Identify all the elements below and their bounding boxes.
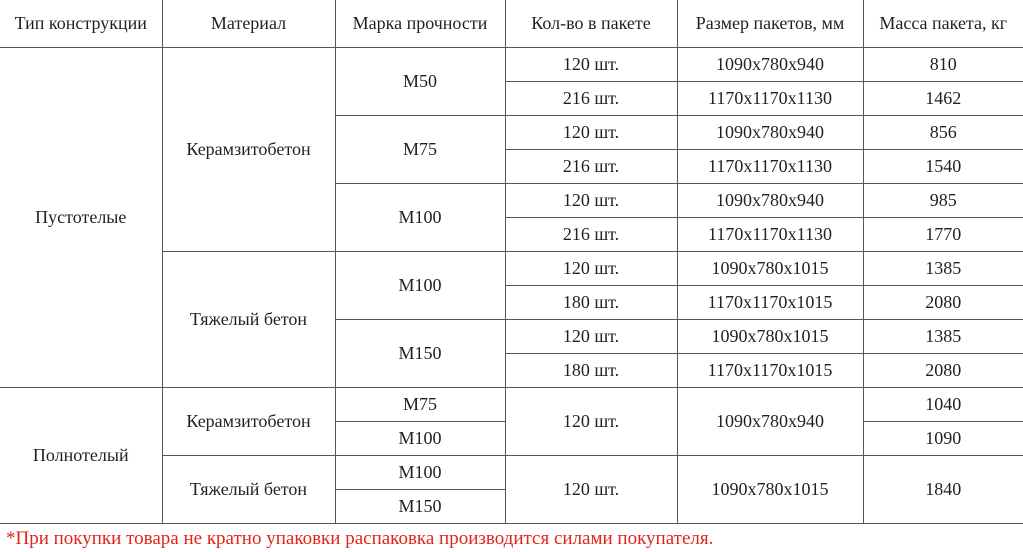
mass-cell: 1840 [863, 456, 1023, 524]
size-cell: 1170х1170х1015 [677, 286, 863, 320]
mass-cell: 1462 [863, 82, 1023, 116]
size-cell: 1170х1170х1130 [677, 82, 863, 116]
size-cell: 1090х780х940 [677, 116, 863, 150]
material-keramzitobeton: Керамзитобетон [162, 48, 335, 252]
header-package-size: Размер пакетов, мм [677, 0, 863, 48]
quantity-cell: 120 шт. [505, 388, 677, 456]
grade-m100: М100 [335, 456, 505, 490]
header-material: Материал [162, 0, 335, 48]
grade-m50: М50 [335, 48, 505, 116]
mass-cell: 1385 [863, 252, 1023, 286]
material-keramzitobeton: Керамзитобетон [162, 388, 335, 456]
quantity-cell: 216 шт. [505, 218, 677, 252]
header-construction-type: Тип конструкции [0, 0, 162, 48]
group-solid: Полнотелый [0, 388, 162, 524]
quantity-cell: 120 шт. [505, 456, 677, 524]
quantity-cell: 120 шт. [505, 252, 677, 286]
grade-m100: М100 [335, 184, 505, 252]
quantity-cell: 120 шт. [505, 48, 677, 82]
footnote: *При покупки товара не кратно упаковки распаковка производится силами покупателя. [6, 528, 714, 549]
quantity-cell: 120 шт. [505, 320, 677, 354]
grade-m150: М150 [335, 320, 505, 388]
grade-m100: М100 [335, 422, 505, 456]
mass-cell: 856 [863, 116, 1023, 150]
mass-cell: 1385 [863, 320, 1023, 354]
mass-cell: 810 [863, 48, 1023, 82]
quantity-cell: 180 шт. [505, 286, 677, 320]
mass-cell: 1090 [863, 422, 1023, 456]
size-cell: 1090х780х940 [677, 184, 863, 218]
header-quantity: Кол-во в пакете [505, 0, 677, 48]
grade-m100: М100 [335, 252, 505, 320]
header-package-mass: Масса пакета, кг [863, 0, 1023, 48]
table-row [0, 388, 1023, 422]
size-cell: 1170х1170х1130 [677, 150, 863, 184]
size-cell: 1170х1170х1130 [677, 218, 863, 252]
grade-m150: М150 [335, 490, 505, 524]
size-cell: 1090х780х1015 [677, 320, 863, 354]
quantity-cell: 216 шт. [505, 82, 677, 116]
material-heavy-concrete: Тяжелый бетон [162, 252, 335, 388]
group-hollow: Пустотелые [0, 48, 162, 388]
mass-cell: 2080 [863, 354, 1023, 388]
header-strength-grade: Марка прочности [335, 0, 505, 48]
size-cell: 1090х780х1015 [677, 252, 863, 286]
size-cell: 1090х780х1015 [677, 456, 863, 524]
quantity-cell: 216 шт. [505, 150, 677, 184]
quantity-cell: 120 шт. [505, 184, 677, 218]
size-cell: 1170х1170х1015 [677, 354, 863, 388]
table-row [0, 48, 1023, 82]
material-heavy-concrete: Тяжелый бетон [162, 456, 335, 524]
header-row [0, 0, 1023, 48]
mass-cell: 1770 [863, 218, 1023, 252]
mass-cell: 985 [863, 184, 1023, 218]
quantity-cell: 180 шт. [505, 354, 677, 388]
quantity-cell: 120 шт. [505, 116, 677, 150]
grade-m75: М75 [335, 388, 505, 422]
mass-cell: 1540 [863, 150, 1023, 184]
size-cell: 1090х780х940 [677, 48, 863, 82]
size-cell: 1090х780х940 [677, 388, 863, 456]
mass-cell: 1040 [863, 388, 1023, 422]
grade-m75: М75 [335, 116, 505, 184]
mass-cell: 2080 [863, 286, 1023, 320]
